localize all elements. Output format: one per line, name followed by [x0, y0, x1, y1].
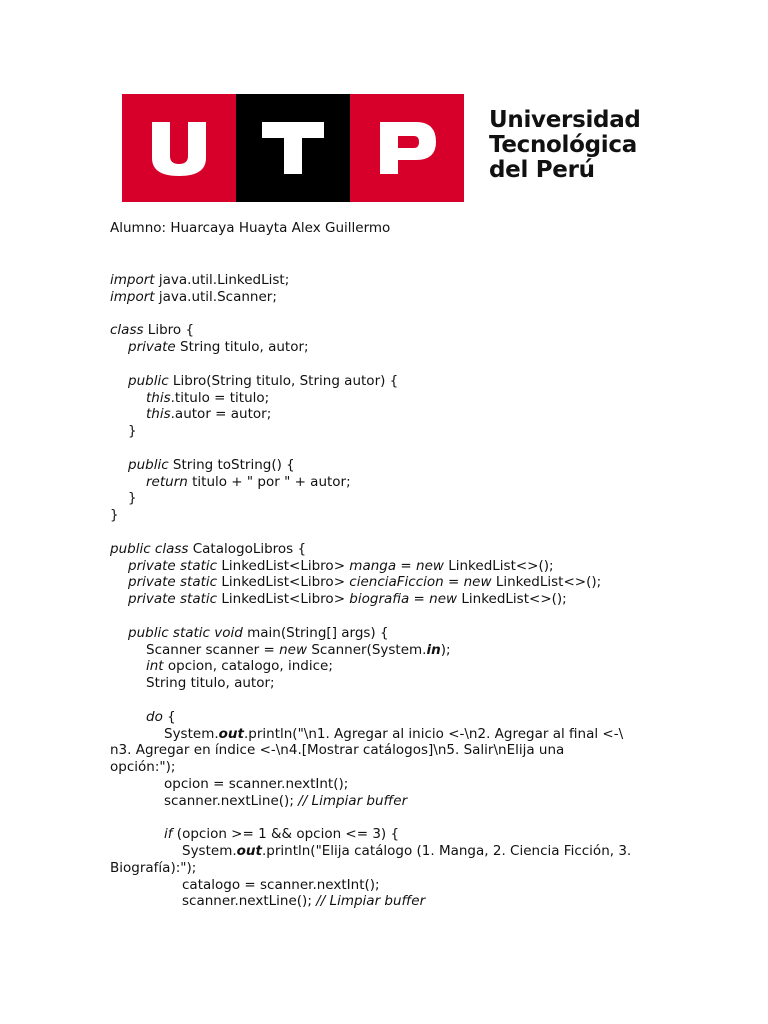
code-line: int opcion, catalogo, indice;: [146, 658, 333, 675]
code-line: System.out.println("\n1. Agregar al inicio <-\n2. Agregar al final <-\: [164, 725, 624, 742]
letter-t-glyph: [258, 116, 328, 180]
code-line-wrapped: Biografía):");: [110, 859, 197, 876]
blank-line: [110, 306, 670, 323]
code-line: return titulo + " por " + autor;: [146, 473, 351, 490]
code-line: do {: [146, 708, 176, 725]
code-line: private String titulo, autor;: [128, 339, 309, 356]
student-name: Alumno: Huarcaya Huayta Alex Guillermo: [110, 220, 391, 236]
utp-logo: [122, 94, 641, 202]
code-line: Scanner scanner = new Scanner(System.in);: [146, 641, 451, 658]
logo-block-p: [350, 94, 464, 202]
code-line: import java.util.Scanner;: [110, 288, 277, 305]
code-line: public String toString() {: [128, 456, 295, 473]
blank-line: [110, 356, 670, 373]
java-code-block: [110, 272, 670, 910]
code-line: }: [128, 490, 137, 507]
university-name-line-2: Tecnológica: [489, 132, 637, 158]
blank-line: [110, 810, 670, 827]
code-line: scanner.nextLine(); // Limpiar buffer: [164, 792, 408, 809]
code-line: public class CatalogoLibros {: [110, 540, 307, 557]
code-line: }: [128, 423, 137, 440]
code-line: this.autor = autor;: [146, 406, 272, 423]
code-line-wrapped: n3. Agregar en índice <-\n4.[Mostrar catálogos]\n5. Salir\nElija una: [110, 742, 565, 759]
code-line: System.out.println("Elija catálogo (1. Manga, 2. Ciencia Ficción, 3.: [182, 843, 632, 860]
blank-line: [110, 608, 670, 625]
logo-block-t: [236, 94, 350, 202]
university-name-line-1: Universidad: [489, 107, 641, 133]
code-line: import java.util.LinkedList;: [110, 272, 290, 288]
logo-block-u: [122, 94, 236, 202]
code-line: private static LinkedList<Libro> biografia = new LinkedList<>();: [128, 591, 567, 608]
code-line: }: [110, 507, 119, 524]
code-line: public static void main(String[] args) {: [128, 624, 389, 641]
letter-u-glyph: [144, 116, 214, 180]
code-line: opcion = scanner.nextInt();: [164, 775, 349, 792]
code-line: this.titulo = titulo;: [146, 389, 270, 406]
code-line: public Libro(String titulo, String autor) {: [128, 372, 399, 389]
code-line-wrapped: opción:");: [110, 759, 176, 776]
code-line: String titulo, autor;: [146, 675, 275, 692]
blank-line: [110, 440, 670, 457]
logo-letter-blocks: [122, 94, 464, 202]
university-name: [489, 108, 641, 183]
code-line: scanner.nextLine(); // Limpiar buffer: [182, 893, 426, 910]
blank-line: [110, 524, 670, 541]
code-line: if (opcion >= 1 && opcion <= 3) {: [164, 826, 400, 843]
university-name-line-3: del Perú: [489, 157, 595, 183]
code-line: catalogo = scanner.nextInt();: [182, 876, 380, 893]
code-line: private static LinkedList<Libro> manga = new LinkedList<>();: [128, 557, 554, 574]
code-line: class Libro {: [110, 322, 195, 339]
code-line: private static LinkedList<Libro> cienciaFiccion = new LinkedList<>();: [128, 574, 602, 591]
blank-line: [110, 692, 670, 709]
letter-p-glyph: [372, 116, 442, 180]
